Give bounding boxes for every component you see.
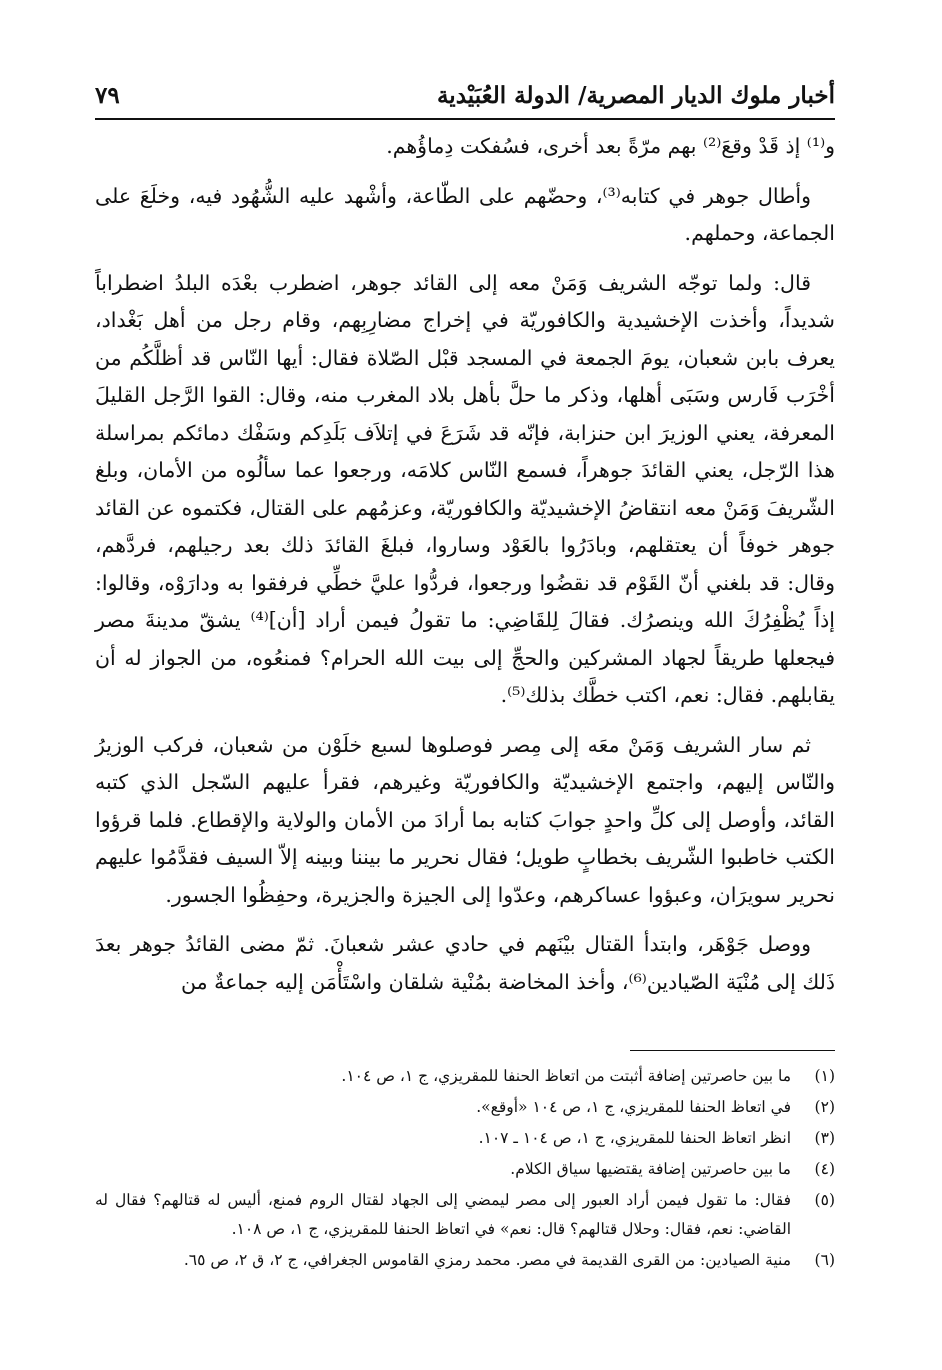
footnote-number: (٤) <box>814 1160 835 1178</box>
footnote-item <box>95 1186 835 1244</box>
footnote-item <box>95 1124 835 1153</box>
paragraph: وأطال جوهر في كتابه⁽³⁾، وحضّهم على الطّاعة، وأشْهد عليه الشُّهُود فيه، وخلَعَ على الجماعة، وحملهم. <box>95 183 835 245</box>
running-title: أخبار ملوك الديار المصرية/ الدولة العُبَيْدية <box>436 82 835 109</box>
paragraph: قال: ولما توجّه الشريف وَمَنْ معه إلى القائد جوهر، اضطرب بعْدَه البلدُ اضطراباً شديداً، وأخذت الإخشيدية والكافوريّة في إخراج مضارِبِهم، وقام رجل من أهل بَغْداد، يعرف بابن شعبان، يومَ الجمعة في المسجد قبْل الصّلاة فقال: أيها النّاس قد أظلَّكُم من أخْرَب فَارس وسَبَى أهلها، وذكر ما حلَّ بأهل بلاد المغرب منه، وقال: القوا الرَّجل القليلَ المعرفة، يعني الوزيرَ ابن حنزابة، فإنّه قد شَرَعَ في إتلاَف بَلَدِكم وسَفْك دمائكم بمراسلة هذا الرّجل، يعني القائدَ جوهراً، فسمع النّاس كلامَه، ورجعوا عما سألُوه من الأمان، وبلغ الشّريفَ وَمَنْ معه انتقاضُ الإخشيديّة والكافوريّة، وعزمُهم على القتال، فكتموه عن القائد جوهر خوفاً أن يعتقلهم، وبادَرُوا بالعَوْد وساروا، فبلغَ القائدَ ذلك بعد رجيلهم، فردَّهم، وقال: قد بلغني أنّ القَوْم قد نقضُوا ورجعوا، فردُّوا عليَّ خطِّي فرفقوا به ودارَوْه، وقالوا: إذاً يُظْفِرُكَ الله وينصرُك. فقالَ لِلقَاضِي: ما تقولُ فيمن أراد [أن]⁽⁴⁾ يشقّ مدينةَ مصر فيجعلها طريقاً لجهاد المشركين والحجِّ إلى بيت الله الحرام؟ فمنعُوه، من الجواز له أن يقابلهم. فقال: نعم، اكتب خطَّك بذلك⁽⁵⁾. <box>95 270 835 707</box>
header-divider <box>95 118 835 120</box>
footnote-number: (٥) <box>814 1191 835 1209</box>
footnote-number: (٢) <box>814 1098 835 1116</box>
main-text-body <box>95 128 835 1013</box>
footnote-number: (٦) <box>814 1251 835 1269</box>
paragraph: ثم سار الشريف وَمَنْ معَه إلى مِصر فوصلوها لسبع خلَوْن من شعبان، فركب الوزيرُ والنّاس إليهم، واجتمع الإخشيديّة والكافوريّة وغيرهم، فقرأ عليهم السّجل الذي كتبه القائد، وأوصل إلى كلِّ واحدٍ جوابَ كتابه بما أرادَ من الأمان والولاية والإقطاع. فلما قرؤوا الكتب خاطبوا الشّريف بخطابٍ طويل؛ فقال نحرير ما بيننا وبينه إلاّ السيف فقدَّمُوا عليهم نحرير سويرَان، وعبؤوا عساكرهم، وعدّوا إلى الجيزة والجزيرة، وحفِظُوا الجسور. <box>95 732 835 907</box>
paragraph: و⁽¹⁾ إذ قَدْ وقعَ⁽²⁾ بهم مرّةً بعد أخرى، فسُفكت دِماؤُهم. <box>386 134 835 158</box>
footnote-item <box>95 1093 835 1122</box>
footnote-item <box>95 1155 835 1184</box>
footnote-text: في اتعاظ الحنفا للمقريزي، ج ١، ص ١٠٤ «أوقع». <box>476 1098 791 1116</box>
footnote-item <box>95 1246 835 1275</box>
footnote-number: (١) <box>814 1067 835 1085</box>
footnote-text: فقال: ما تقول فيمن أراد العبور إلى مصر ليمضي إلى الجهاد لقتال الروم فمنع، أليس له قتالهم؟ فقال له القاضي: نعم، فقال: وحلال قتالهم؟ قال: نعم» في اتعاظ الحنفا للمقريزي، ج ١، ص ١٠٨. <box>95 1191 791 1238</box>
footnote-text: ما بين حاصرتين إضافة أثبتت من اتعاظ الحنفا للمقريزي، ج ١، ص ١٠٤. <box>341 1067 791 1085</box>
footnotes-section <box>95 1062 835 1277</box>
footnote-text: منية الصيادين: من القرى القديمة في مصر. محمد رمزي القاموس الجغرافي، ج ٢، ق ٢، ص ٦٥. <box>183 1251 791 1269</box>
footnote-item <box>95 1062 835 1091</box>
footnote-divider <box>630 1050 835 1051</box>
paragraph: ووصل جَوْهَر، وابتدأ القتال بيْنَهم في حادي عشر شعبانَ. ثمّ مضى القائدُ جوهر بعدَ ذَلك إلى مُنْيَة الصّيادين⁽⁶⁾، وأخذ المخاضة بمُنْية شلقان واسْتَأْمَن إليه جماعةٌ من <box>95 932 835 994</box>
page-number: ٧٩ <box>95 82 120 109</box>
footnote-text: انظر اتعاظ الحنفا للمقريزي، ج ١، ص ١٠٤ ـ ١٠٧. <box>478 1129 791 1147</box>
footnote-number: (٣) <box>814 1129 835 1147</box>
footnote-text: ما بين حاصرتين إضافة يقتضيها سياق الكلام. <box>510 1160 791 1178</box>
running-header <box>95 78 835 118</box>
